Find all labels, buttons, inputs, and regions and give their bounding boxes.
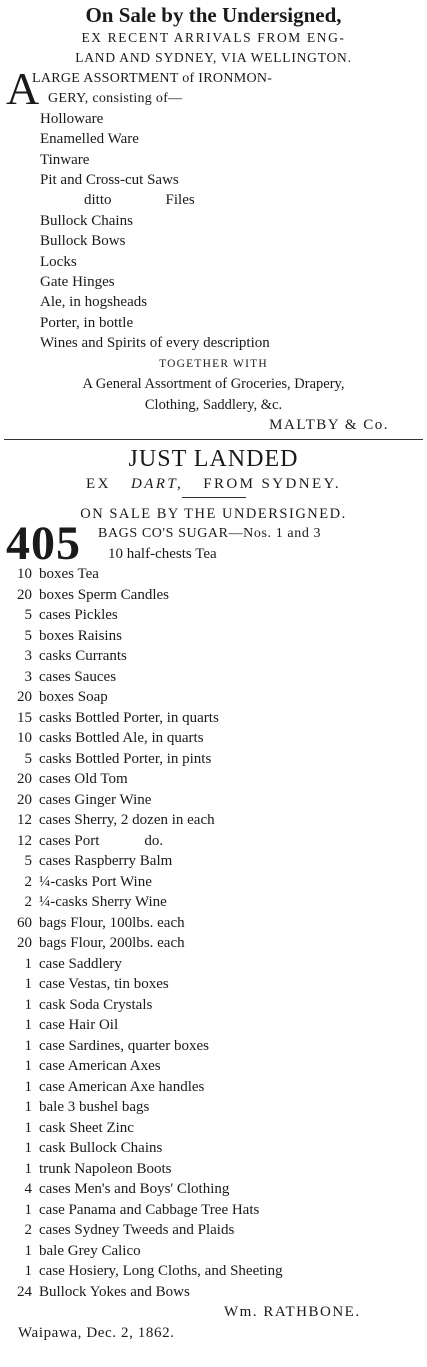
- ad2-dateline: Waipawa, Dec. 2, 1862.: [18, 1324, 175, 1341]
- ad2-title: JUST LANDED: [128, 446, 299, 473]
- list-item: [4, 1241, 423, 1262]
- list-item: [4, 1118, 423, 1139]
- ad1-general-line1: A General Assortment of Groceries, Drapery,: [82, 376, 345, 393]
- list-item: [4, 1179, 423, 1200]
- ad1-item: Pit and Cross-cut Saws: [40, 172, 179, 189]
- list-item: [4, 1282, 423, 1303]
- ad1-subtitle-line2: LAND AND SYDNEY, VIA WELLINGTON.: [75, 50, 352, 66]
- list-item: [4, 1261, 423, 1282]
- item-description: casks Currants: [39, 648, 127, 665]
- item-description: casks Bottled Porter, in quarts: [39, 709, 219, 726]
- item-description: cask Sheet Zinc: [39, 1119, 134, 1136]
- list-item: [4, 810, 423, 831]
- ad2-lead-item: [4, 517, 423, 571]
- list-item: [4, 995, 423, 1016]
- list-item: [4, 1056, 423, 1077]
- ad2-item-list: [4, 564, 423, 1302]
- list-item: [4, 728, 423, 749]
- item-quantity: 20: [17, 689, 32, 706]
- list-item: [4, 749, 423, 770]
- item-description: case American Axe handles: [39, 1078, 205, 1095]
- item-description: cases Sherry, 2 dozen in each: [39, 812, 215, 829]
- ad1-together-with: TOGETHER WITH: [159, 357, 268, 370]
- item-description: bale Grey Calico: [39, 1242, 141, 1259]
- list-item: [4, 687, 423, 708]
- item-description: ¼-casks Port Wine: [39, 873, 152, 890]
- ad2-lead-line2: 10 half-chests Tea: [108, 546, 217, 563]
- item-description: boxes Tea: [39, 566, 99, 583]
- list-item: [4, 892, 423, 913]
- ad1-dropcap: A: [6, 62, 40, 114]
- list-item: [4, 646, 423, 667]
- item-quantity: 1: [24, 1201, 32, 1218]
- list-item: [4, 585, 423, 606]
- item-quantity: 1: [24, 1160, 32, 1177]
- ad1-item: Bullock Bows: [40, 233, 126, 250]
- item-quantity: 10: [17, 566, 32, 583]
- item-description: cask Soda Crystals: [39, 996, 153, 1013]
- item-quantity: 24: [17, 1283, 32, 1300]
- ad2-big-number: 405: [6, 517, 81, 571]
- item-description: cases Ginger Wine: [39, 791, 152, 808]
- ad2-signature: Wm. RATHBONE.: [224, 1304, 361, 1321]
- item-quantity: 1: [24, 1119, 32, 1136]
- ad-maltby: [4, 2, 423, 435]
- ad1-item: Gate Hinges: [40, 274, 115, 291]
- item-description: casks Bottled Porter, in pints: [39, 750, 212, 767]
- list-item: [4, 667, 423, 688]
- item-description: case Panama and Cabbage Tree Hats: [39, 1201, 260, 1218]
- list-item: [4, 1015, 423, 1036]
- item-quantity: 5: [24, 607, 32, 624]
- ad1-general-line2: Clothing, Saddlery, &c.: [144, 396, 283, 413]
- ad1-item: Enamelled Ware: [40, 131, 139, 148]
- ad1-item: Porter, in bottle: [40, 314, 134, 331]
- item-quantity: 1: [24, 996, 32, 1013]
- list-item: [4, 851, 423, 872]
- section-divider: [4, 439, 423, 440]
- item-description: case Hair Oil: [39, 1017, 119, 1034]
- short-divider: [182, 497, 246, 498]
- ad1-item: Holloware: [40, 110, 104, 127]
- item-description: casks Bottled Ale, in quarts: [39, 730, 204, 747]
- item-description: cases Raspberry Balm: [39, 853, 173, 870]
- ad1-files: Files: [165, 192, 195, 209]
- item-quantity: 15: [17, 709, 32, 726]
- item-description: bale 3 bushel bags: [39, 1099, 150, 1116]
- item-description: bags Flour, 200lbs. each: [39, 935, 185, 952]
- ad1-item: Bullock Chains: [40, 212, 133, 229]
- item-quantity: 1: [24, 1263, 32, 1280]
- item-quantity: 3: [24, 648, 32, 665]
- item-quantity: 20: [17, 935, 32, 952]
- list-item: [4, 974, 423, 995]
- item-quantity: 2: [24, 894, 32, 911]
- ad1-item: Tinware: [40, 151, 90, 168]
- ad1-intro-line2: GERY, consisting of—: [48, 90, 183, 106]
- ad2-ship-line: [4, 474, 423, 494]
- item-description: boxes Sperm Candles: [39, 586, 169, 603]
- item-description: boxes Raisins: [39, 627, 122, 644]
- item-description: cases Men's and Boys' Clothing: [39, 1181, 230, 1198]
- ad1-intro: [4, 62, 423, 114]
- item-quantity: 1: [24, 1078, 32, 1095]
- item-description: ¼-casks Sherry Wine: [39, 894, 167, 911]
- item-quantity: 1: [24, 1017, 32, 1034]
- item-description: cases Sauces: [39, 668, 117, 685]
- list-item: [4, 605, 423, 626]
- item-description: cases Old Tom: [39, 771, 128, 788]
- item-description: Bullock Yokes and Bows: [39, 1283, 190, 1300]
- list-item: [4, 1036, 423, 1057]
- item-quantity: 20: [17, 586, 32, 603]
- item-description: bags Flour, 100lbs. each: [39, 914, 185, 931]
- item-quantity: 5: [24, 750, 32, 767]
- ad2-on-sale: ON SALE BY THE UNDERSIGNED.: [80, 505, 347, 522]
- item-description: cases Port do.: [39, 832, 164, 849]
- item-quantity: 60: [17, 914, 32, 931]
- item-quantity: 12: [17, 832, 32, 849]
- ad1-intro-line1: LARGE ASSORTMENT of IRONMON-: [32, 70, 273, 86]
- list-item: [4, 1077, 423, 1098]
- item-quantity: 1: [24, 1099, 32, 1116]
- list-item: [4, 913, 423, 934]
- item-description: cask Bullock Chains: [39, 1140, 163, 1157]
- item-quantity: 2: [24, 873, 32, 890]
- item-quantity: 10: [17, 730, 32, 747]
- item-quantity: 4: [24, 1181, 32, 1198]
- item-quantity: 1: [24, 1058, 32, 1075]
- ad2-ship-name: DART,: [130, 476, 184, 493]
- item-quantity: 1: [24, 955, 32, 972]
- item-quantity: 5: [24, 627, 32, 644]
- list-item: [4, 626, 423, 647]
- ad1-item: Wines and Spirits of every description: [40, 335, 270, 352]
- item-quantity: 20: [17, 791, 32, 808]
- item-description: cases Pickles: [39, 607, 118, 624]
- list-item: [4, 933, 423, 954]
- item-description: case American Axes: [39, 1058, 161, 1075]
- newspaper-advertisement-column: [0, 2, 427, 1367]
- list-item: [4, 708, 423, 729]
- list-item: [4, 1097, 423, 1118]
- list-item: [4, 831, 423, 852]
- item-quantity: 1: [24, 976, 32, 993]
- item-description: case Vestas, tin boxes: [39, 976, 169, 993]
- list-item: [4, 1138, 423, 1159]
- ad1-ditto-files-line: [4, 190, 423, 210]
- list-item: [4, 954, 423, 975]
- ad1-item: Locks: [40, 253, 77, 270]
- item-description: boxes Soap: [39, 689, 108, 706]
- item-quantity: 1: [24, 1242, 32, 1259]
- list-item: [4, 872, 423, 893]
- list-item: [4, 1159, 423, 1180]
- item-quantity: 20: [17, 771, 32, 788]
- item-description: trunk Napoleon Boots: [39, 1160, 172, 1177]
- item-description: case Saddlery: [39, 955, 122, 972]
- ad2-from: FROM SYDNEY.: [203, 476, 341, 493]
- list-item: [4, 790, 423, 811]
- item-quantity: 1: [24, 1140, 32, 1157]
- item-quantity: 3: [24, 668, 32, 685]
- ad1-ditto: ditto: [84, 192, 112, 209]
- ad1-title: On Sale by the Undersigned,: [85, 3, 342, 27]
- item-description: case Sardines, quarter boxes: [39, 1037, 209, 1054]
- list-item: [4, 1220, 423, 1241]
- list-item: [4, 769, 423, 790]
- item-quantity: 5: [24, 853, 32, 870]
- item-description: cases Sydney Tweeds and Plaids: [39, 1222, 235, 1239]
- ad1-signature: MALTBY & Co.: [269, 416, 389, 433]
- list-item: [4, 1200, 423, 1221]
- item-description: case Hosiery, Long Cloths, and Sheeting: [39, 1263, 283, 1280]
- ad1-subtitle-line1: EX RECENT ARRIVALS FROM ENG-: [81, 30, 346, 45]
- item-quantity: 1: [24, 1037, 32, 1054]
- ad1-item: Ale, in hogsheads: [40, 294, 148, 311]
- ad2-lead-line1: BAGS CO'S SUGAR—Nos. 1 and 3: [98, 526, 322, 542]
- item-quantity: 12: [17, 812, 32, 829]
- ad2-ex: EX: [86, 476, 111, 493]
- item-quantity: 2: [24, 1222, 32, 1239]
- ad-rathbone: [4, 444, 423, 1343]
